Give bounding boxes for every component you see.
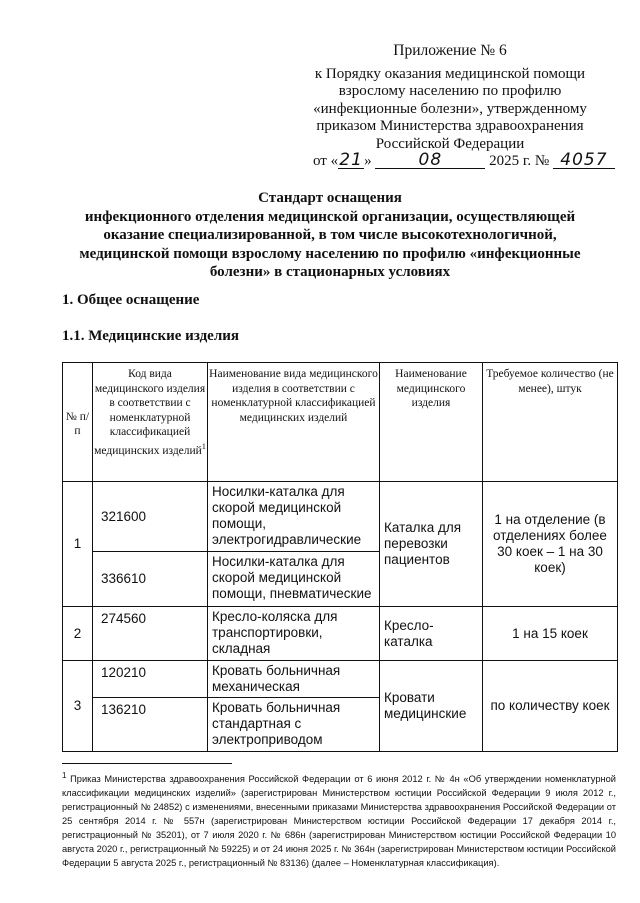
row-kind-name: Кровать больничная механическая [208,661,380,698]
row-qty: 1 на 15 коек [483,607,618,661]
row-qty: 1 на отделение (в отделениях более 30 коек – 1 на 30 коек) [483,482,618,607]
date-prefix: от « [313,153,339,169]
title-line-2: инфекционного отделения медицинской организации, осуществляющей [84,208,576,225]
title-line-1: Стандарт оснащения [258,190,402,206]
appendix-line-1: к Порядку оказания медицинской помощи [314,65,586,82]
date-year: 2025 г. № [489,153,550,169]
row-code: 274560 [93,607,208,661]
header-code: Код вида медицинского изделия в соответствии с номенклатурной классификацией медицинских изделий$^1$ [93,363,208,482]
date-mid: » [364,153,372,169]
appendix-line-4: приказом Министерства здравоохранения [316,118,584,134]
section-heading: 1. Общее оснащение [62,292,200,308]
row-number: 2 [63,607,93,661]
date-month: 08 [375,153,485,169]
row-item-name: Кресло-каталка [380,607,483,661]
header-kind-name: Наименование вида медицинского изделия в соответствии с номенклатурной классификацией медицинских изделий [208,363,380,482]
header-num: № п/п [63,363,93,482]
table-row [63,661,618,698]
appendix-line-2: взрослому населению по профилю [338,83,562,99]
appendix-line-3: «инфекционные болезни», утвержденному [313,100,587,117]
appendix-header [300,42,600,153]
row-code: 120210 [93,661,208,698]
medical-devices-table [62,362,618,752]
footnote-ref: 1 [201,441,206,451]
row-code: 336610 [93,552,208,607]
appendix-number: Приложение № 6 [393,42,507,59]
footnote [62,769,616,870]
row-number: 3 [63,661,93,752]
header-item-name: Наименование медицинского изделия [380,363,483,482]
appendix-line-5: Российской Федерации [375,135,525,152]
row-qty: по количеству коек [483,661,618,752]
row-code: 136210 [93,698,208,752]
document-title [60,189,600,282]
table-row [63,482,618,552]
table-row [63,607,618,661]
subsection-heading: 1.1. Медицинские изделия [62,328,239,344]
row-kind-name: Носилки-каталка для скорой медицинской помощи, пневматические [208,552,380,607]
row-item-name: Каталка для перевозки пациентов [380,482,483,607]
row-kind-name: Кровать больничная стандартная с электроприводом [208,698,380,752]
title-line-5: болезни» в стационарных условиях [209,264,451,280]
table-header-row [63,363,618,482]
row-code: 321600 [93,482,208,552]
footnote-divider [62,763,232,764]
row-kind-name: Носилки-каталка для скорой медицинской помощи, электрогидравлические [208,482,380,552]
row-item-name: Кровати медицинские [380,661,483,752]
footnote-mark: 1 [62,771,67,780]
footnote-text: Приказ Министерства здравоохранения Российской Федерации от 6 июня 2012 г. № 4н «Об утверждении номенклатурной классификации медицинских изделий» (зарегистрирован Министерством юстиции Российской Федерации 9 июля 2012 г., регистрационный № 24852) с изменениями, внесенными приказами Министерства здравоохранения Российской Федерации от 25 сентября 2014 г. № 557н (зарегистрирован Министерством юстиции Российской Федерации 17 декабря 2014 г., регистрационный № 35201), от 7 июля 2020 г. № 686н (зарегистрирован Министерством юстиции Российской Федерации 10 августа 2020 г., регистрационный № 59225) и от 24 июня 2025 г. № 364н (зарегистрирован Министерством юстиции Российской Федерации 5 августа 2025 г., регистрационный № 83136) (далее – Номенклатурная классификация). [62,774,617,869]
row-kind-name: Кресло-коляска для транспортировки, складная [208,607,380,661]
order-number: 4057 [553,153,615,169]
title-line-4: медицинской помощи взрослому населению по профилю «инфекционные [79,245,581,262]
title-line-3: оказание специализированной, в том числе высокотехнологичной, [103,227,557,243]
header-qty: Требуемое количество (не менее), штук [483,363,618,482]
row-number: 1 [63,482,93,607]
order-date-line [313,150,613,170]
date-day: 21 [339,150,363,170]
